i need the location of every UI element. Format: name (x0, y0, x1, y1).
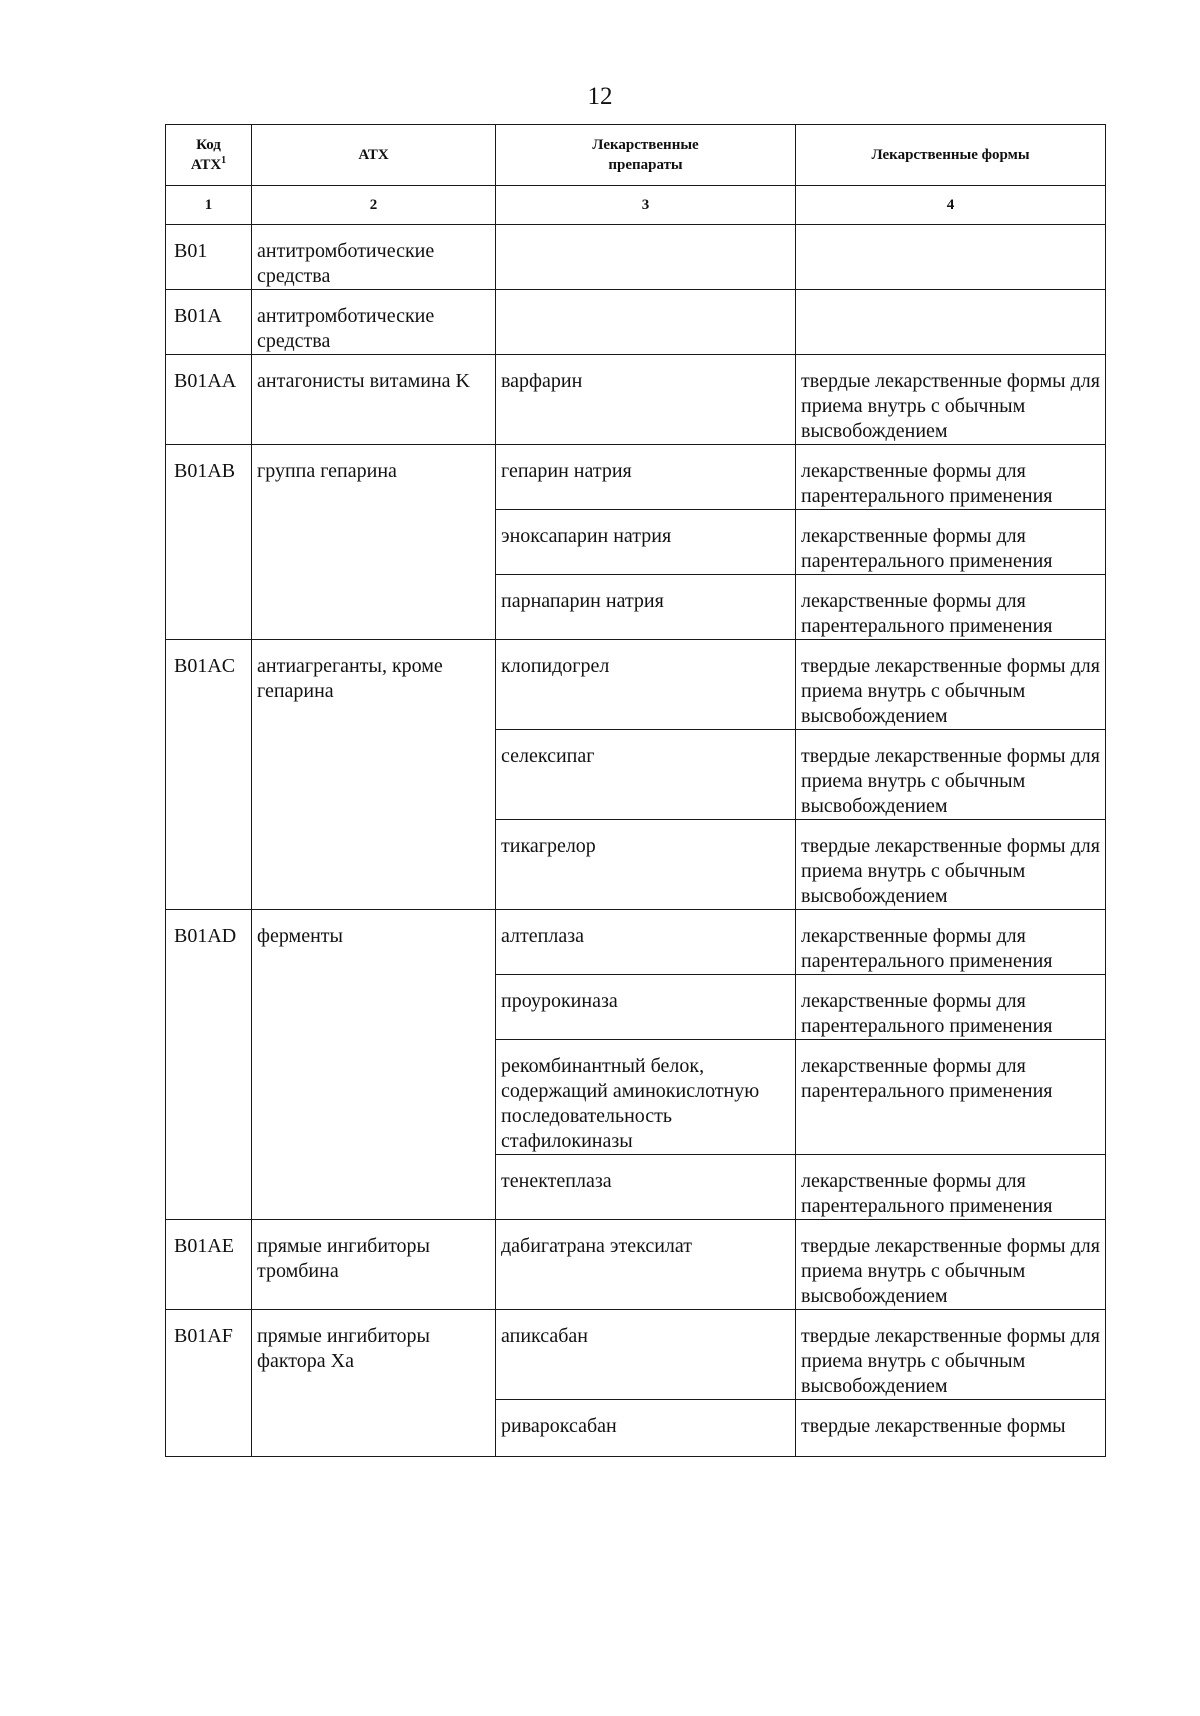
drug-name (496, 225, 796, 290)
drug-name: варфарин (496, 355, 796, 445)
atx-code: B01AB (166, 445, 252, 640)
dosage-form (796, 290, 1106, 355)
header-atx: АТХ (252, 125, 496, 186)
dosage-form: твердые лекарственные формы для приема внутрь с обычным высвобождением (796, 355, 1106, 445)
dosage-form: твердые лекарственные формы для приема внутрь с обычным высвобождением (796, 820, 1106, 910)
table-row (166, 1310, 1106, 1400)
atx-group: антитромботические средства (252, 225, 496, 290)
atx-code: B01AF (166, 1310, 252, 1457)
header-forms: Лекарственные формы (796, 125, 1106, 186)
table-row (166, 1220, 1106, 1310)
atx-group: ферменты (252, 910, 496, 1220)
table-row (166, 910, 1106, 975)
column-number: 4 (796, 186, 1106, 225)
drug-name: клопидогрел (496, 640, 796, 730)
drug-name: парнапарин натрия (496, 575, 796, 640)
atx-group: антагонисты витамина K (252, 355, 496, 445)
dosage-form: твердые лекарственные формы для приема внутрь с обычным высвобождением (796, 730, 1106, 820)
atx-group: прямые ингибиторы фактора Xa (252, 1310, 496, 1457)
table-row (166, 640, 1106, 730)
dosage-form: твердые лекарственные формы для приема внутрь с обычным высвобождением (796, 1310, 1106, 1400)
dosage-form: лекарственные формы для парентерального применения (796, 1155, 1106, 1220)
atx-group: антиагреганты, кроме гепарина (252, 640, 496, 910)
atx-code: B01A (166, 290, 252, 355)
atx-code: B01AD (166, 910, 252, 1220)
dosage-form: твердые лекарственные формы для приема внутрь с обычным высвобождением (796, 640, 1106, 730)
drug-name: тикагрелор (496, 820, 796, 910)
atx-code: B01AA (166, 355, 252, 445)
header-row (166, 125, 1106, 186)
dosage-form: твердые лекарственные формы для приема внутрь с обычным высвобождением (796, 1220, 1106, 1310)
atx-code: B01 (166, 225, 252, 290)
atx-code: B01AC (166, 640, 252, 910)
dosage-form: лекарственные формы для парентерального применения (796, 510, 1106, 575)
drug-name: селексипаг (496, 730, 796, 820)
atx-group: антитромботические средства (252, 290, 496, 355)
dosage-form: лекарственные формы для парентерального применения (796, 575, 1106, 640)
atx-group: прямые ингибиторы тромбина (252, 1220, 496, 1310)
drug-name: эноксапарин натрия (496, 510, 796, 575)
column-number: 2 (252, 186, 496, 225)
column-number-row (166, 186, 1106, 225)
column-number: 3 (496, 186, 796, 225)
dosage-form: лекарственные формы для парентерального применения (796, 1040, 1106, 1155)
dosage-form: твердые лекарственные формы (796, 1400, 1106, 1457)
table-row (166, 445, 1106, 510)
dosage-form (796, 225, 1106, 290)
drug-name: алтеплаза (496, 910, 796, 975)
page-number: 12 (587, 83, 613, 110)
drug-name: ривароксабан (496, 1400, 796, 1457)
table-row (166, 225, 1106, 290)
atx-table (165, 124, 1106, 1457)
dosage-form: лекарственные формы для парентерального применения (796, 445, 1106, 510)
table-row (166, 355, 1106, 445)
atx-code: B01AE (166, 1220, 252, 1310)
table-row (166, 290, 1106, 355)
drug-name: гепарин натрия (496, 445, 796, 510)
dosage-form: лекарственные формы для парентерального применения (796, 975, 1106, 1040)
drug-name (496, 290, 796, 355)
column-number: 1 (166, 186, 252, 225)
drug-name: тенектеплаза (496, 1155, 796, 1220)
drug-name: апиксабан (496, 1310, 796, 1400)
dosage-form: лекарственные формы для парентерального применения (796, 910, 1106, 975)
drug-name: проурокиназа (496, 975, 796, 1040)
header-drugs: Лекарственные препараты (496, 125, 796, 186)
drug-name: дабигатрана этексилат (496, 1220, 796, 1310)
drug-name: рекомбинантный белок, содержащий аминокислотную последовательность стафилокиназы (496, 1040, 796, 1155)
header-code: Код АТХ$^1$ (166, 125, 252, 186)
atx-group: группа гепарина (252, 445, 496, 640)
